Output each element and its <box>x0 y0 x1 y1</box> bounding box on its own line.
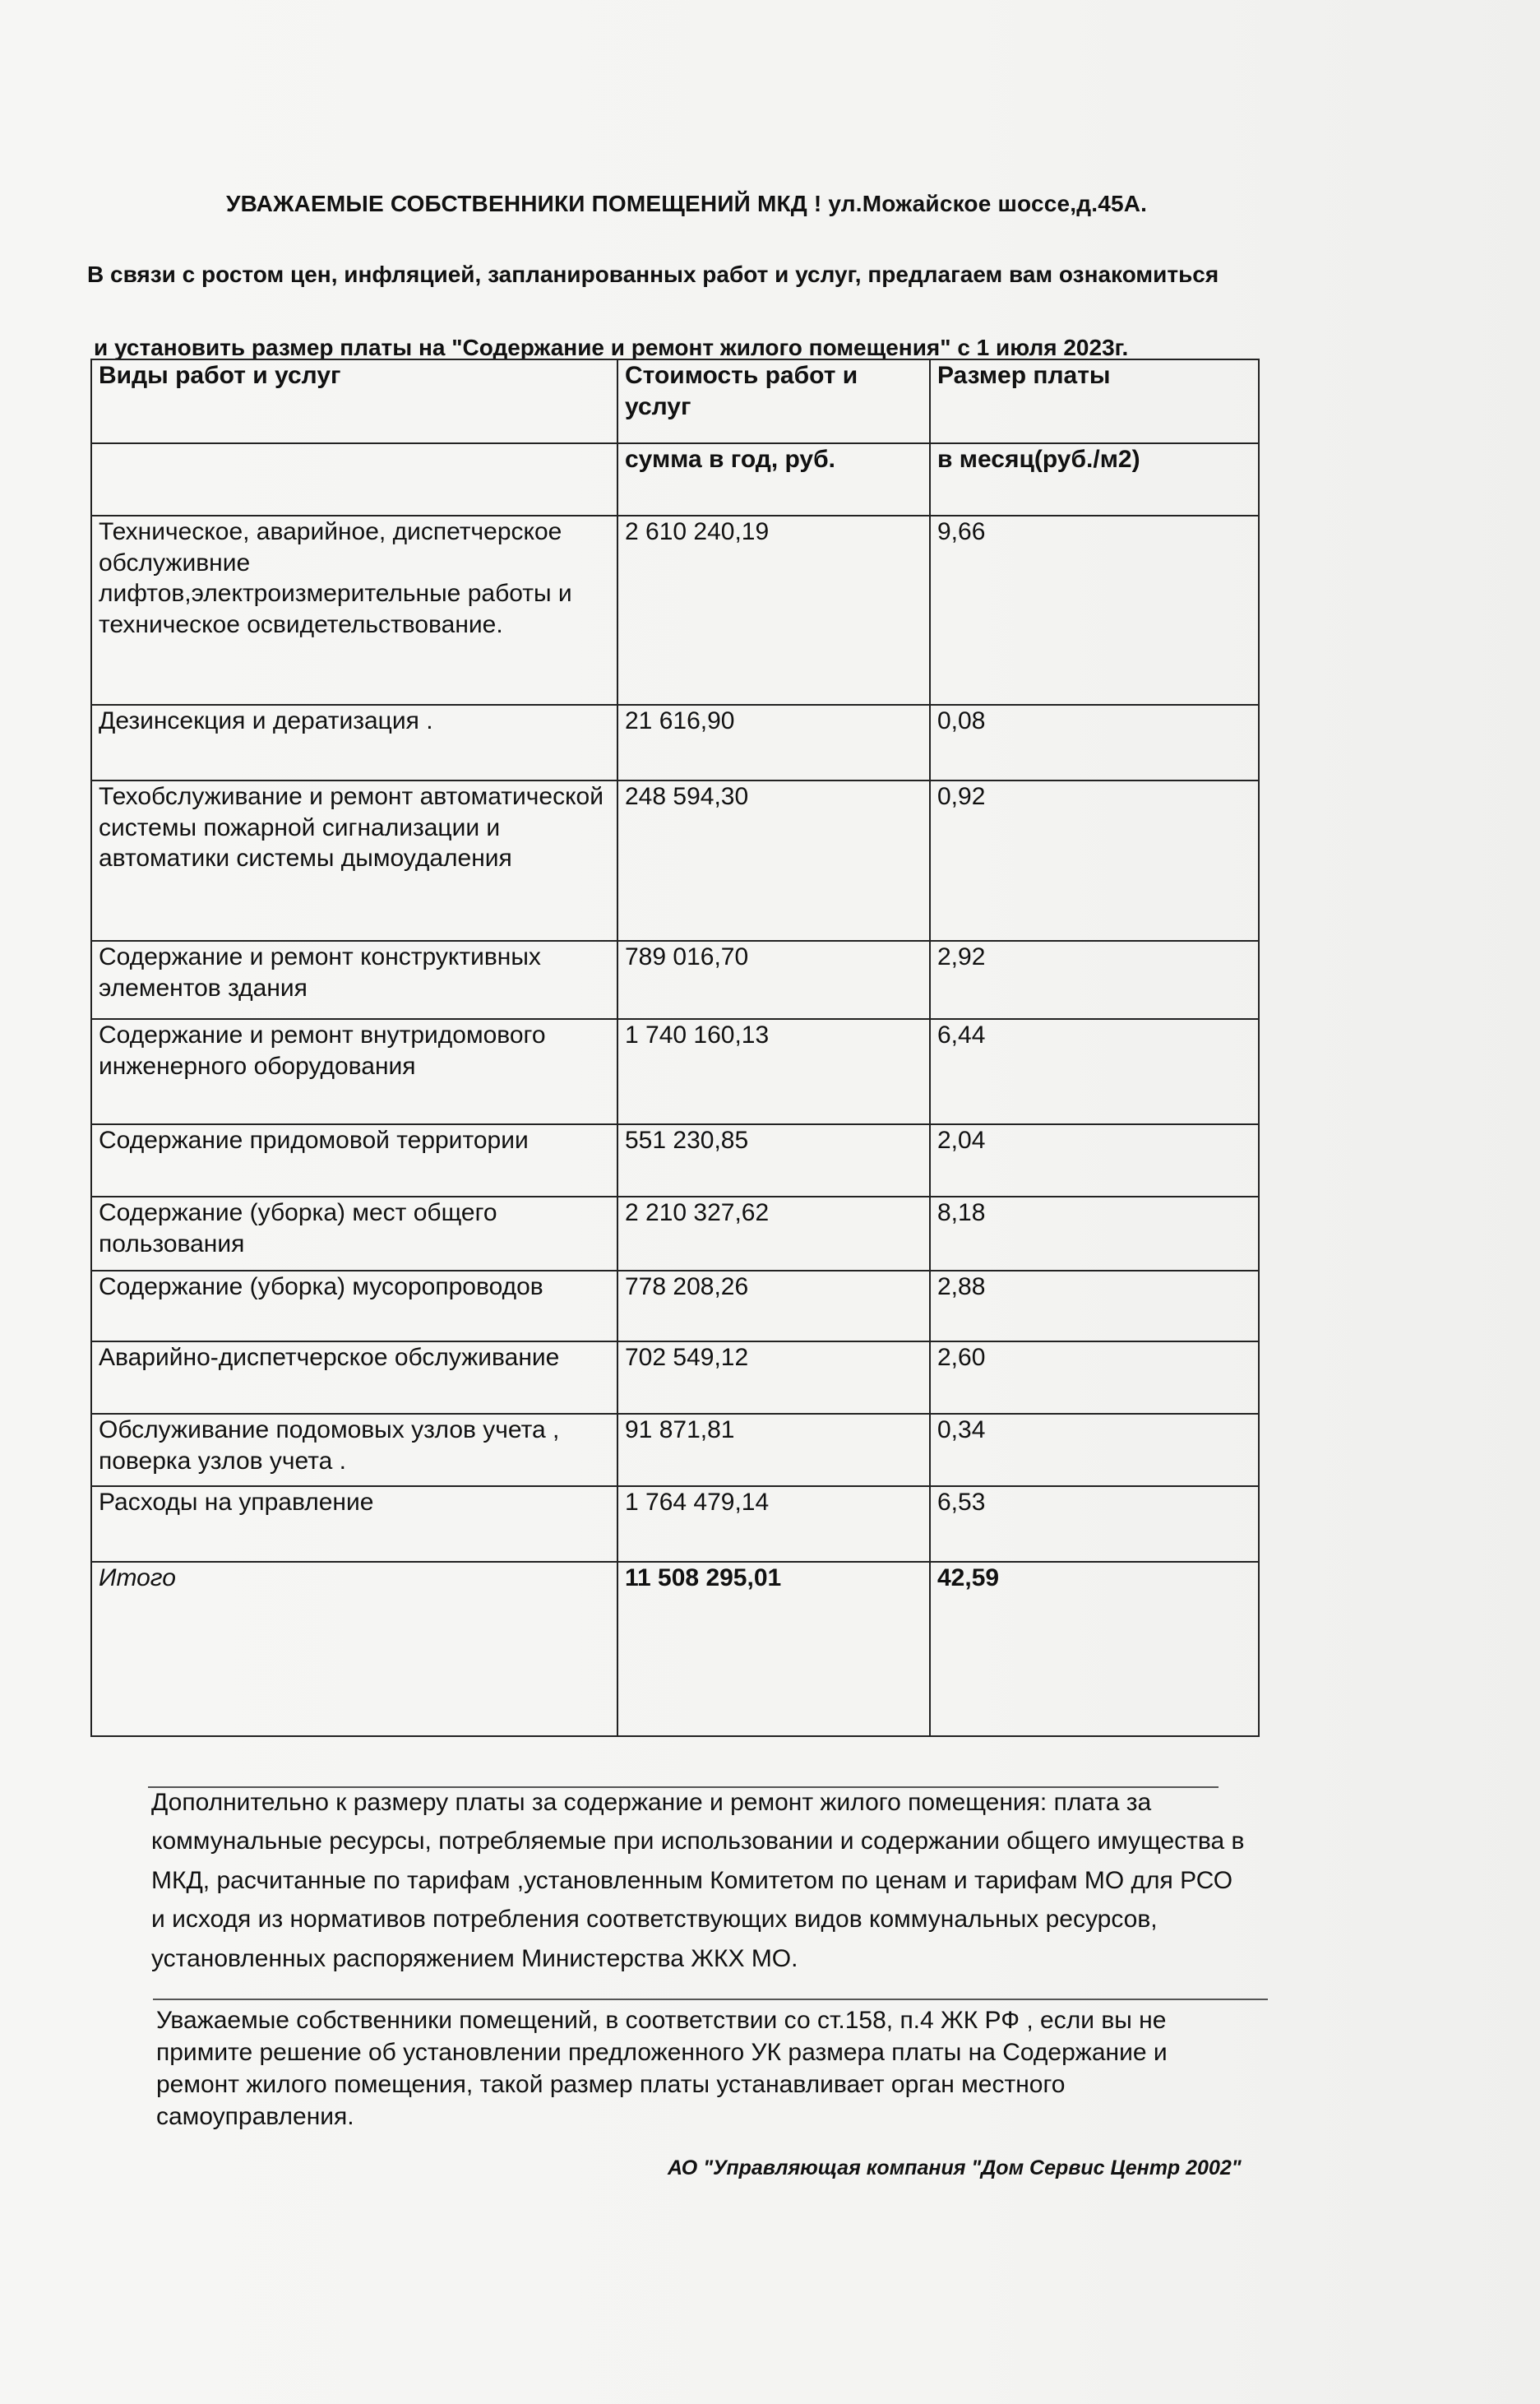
monthly-rate: 6,53 <box>930 1486 1259 1562</box>
table-row <box>91 1124 1259 1197</box>
annual-cost: 91 871,81 <box>617 1414 930 1486</box>
costs-table <box>90 359 1260 1737</box>
monthly-rate: 0,34 <box>930 1414 1259 1486</box>
annual-cost: 778 208,26 <box>617 1271 930 1341</box>
monthly-rate: 2,60 <box>930 1341 1259 1414</box>
annual-cost: 1 740 160,13 <box>617 1019 930 1124</box>
table-row <box>91 780 1259 941</box>
monthly-rate: 0,08 <box>930 705 1259 780</box>
table-header-row <box>91 359 1259 443</box>
service-name: Техобслуживание и ремонт автоматической системы пожарной сигнализации и автоматики системы дымоудаления <box>91 780 617 941</box>
service-name: Содержание (уборка) мест общего пользования <box>91 1197 617 1271</box>
table-row <box>91 1414 1259 1486</box>
table-row <box>91 705 1259 780</box>
service-name: Содержание (уборка) мусоропроводов <box>91 1271 617 1341</box>
header-annual-unit: сумма в год, руб. <box>617 443 930 516</box>
service-name: Техническое, аварийное, диспетчерское обслуживние лифтов,электроизмерительные работы и техническое освидетельствование. <box>91 516 617 705</box>
total-annual-cost: 11 508 295,01 <box>617 1562 930 1736</box>
note-legal: Уважаемые собственники помещений, в соответствии со ст.158, п.4 ЖК РФ , если вы не примите решение об установлении предложенного УК размера платы на Содержание и ремонт жилого помещения, такой размер платы устанавливает орган местного самоуправления. <box>156 2007 1168 2130</box>
service-name: Аварийно-диспетчерское обслуживание <box>91 1341 617 1414</box>
intro-line-2: и установить размер платы на "Содержание и ремонт жилого помещения" с 1 июля 2023г. <box>94 335 1129 360</box>
total-monthly-rate: 42,59 <box>930 1562 1259 1736</box>
table-row <box>91 516 1259 705</box>
divider-line <box>153 1999 1268 2000</box>
table-total-row <box>91 1562 1259 1736</box>
table-subheader-row <box>91 443 1259 516</box>
monthly-rate: 8,18 <box>930 1197 1259 1271</box>
header-services: Виды работ и услуг <box>91 359 617 443</box>
header-annual-cost: Стоимость работ и услуг <box>617 359 930 443</box>
document-heading: УВАЖАЕМЫЕ СОБСТВЕННИКИ ПОМЕЩЕНИЙ МКД ! ул.Можайское шоссе,д.45А. <box>226 191 1148 216</box>
service-name: Содержание придомовой территории <box>91 1124 617 1197</box>
annual-cost: 789 016,70 <box>617 941 930 1019</box>
table-row <box>91 1197 1259 1271</box>
table-row <box>91 1341 1259 1414</box>
monthly-rate: 0,92 <box>930 780 1259 941</box>
company-signature: АО "Управляющая компания "Дом Сервис Центр 2002" <box>668 2156 1242 2179</box>
header-services-blank <box>91 443 617 516</box>
annual-cost: 551 230,85 <box>617 1124 930 1197</box>
intro-line-1: В связи с ростом цен, инфляцией, запланированных работ и услуг, предлагаем вам ознакомиться <box>87 262 1219 287</box>
monthly-rate: 2,88 <box>930 1271 1259 1341</box>
service-name: Содержание и ремонт конструктивных элементов здания <box>91 941 617 1019</box>
monthly-rate: 2,04 <box>930 1124 1259 1197</box>
table-row <box>91 1271 1259 1341</box>
monthly-rate: 6,44 <box>930 1019 1259 1124</box>
header-monthly-rate: Размер платы <box>930 359 1259 443</box>
service-name: Дезинсекция и дератизация . <box>91 705 617 780</box>
note-additional-charges: Дополнительно к размеру платы за содержание и ремонт жилого помещения: плата за коммунальные ресурсы, потребляемые при использовании и содержании общего имущества в МКД, расчитанные по тарифам ,установленным Комитетом по ценам и тарифам МО для РСО и исходя из нормативов потребления соответствующих видов коммунальных ресурсов, установленных распоряжением Министерства ЖКХ МО. <box>151 1789 1245 1972</box>
monthly-rate: 9,66 <box>930 516 1259 705</box>
annual-cost: 2 610 240,19 <box>617 516 930 705</box>
service-name: Содержание и ремонт внутридомового инженерного оборудования <box>91 1019 617 1124</box>
annual-cost: 21 616,90 <box>617 705 930 780</box>
table-row <box>91 1019 1259 1124</box>
service-name: Обслуживание подомовых узлов учета , поверка узлов учета . <box>91 1414 617 1486</box>
table-row <box>91 941 1259 1019</box>
total-label: Итого <box>91 1562 617 1736</box>
table-row <box>91 1486 1259 1562</box>
annual-cost: 1 764 479,14 <box>617 1486 930 1562</box>
annual-cost: 702 549,12 <box>617 1341 930 1414</box>
monthly-rate: 2,92 <box>930 941 1259 1019</box>
annual-cost: 248 594,30 <box>617 780 930 941</box>
annual-cost: 2 210 327,62 <box>617 1197 930 1271</box>
service-name: Расходы на управление <box>91 1486 617 1562</box>
header-monthly-unit: в месяц(руб./м2) <box>930 443 1259 516</box>
